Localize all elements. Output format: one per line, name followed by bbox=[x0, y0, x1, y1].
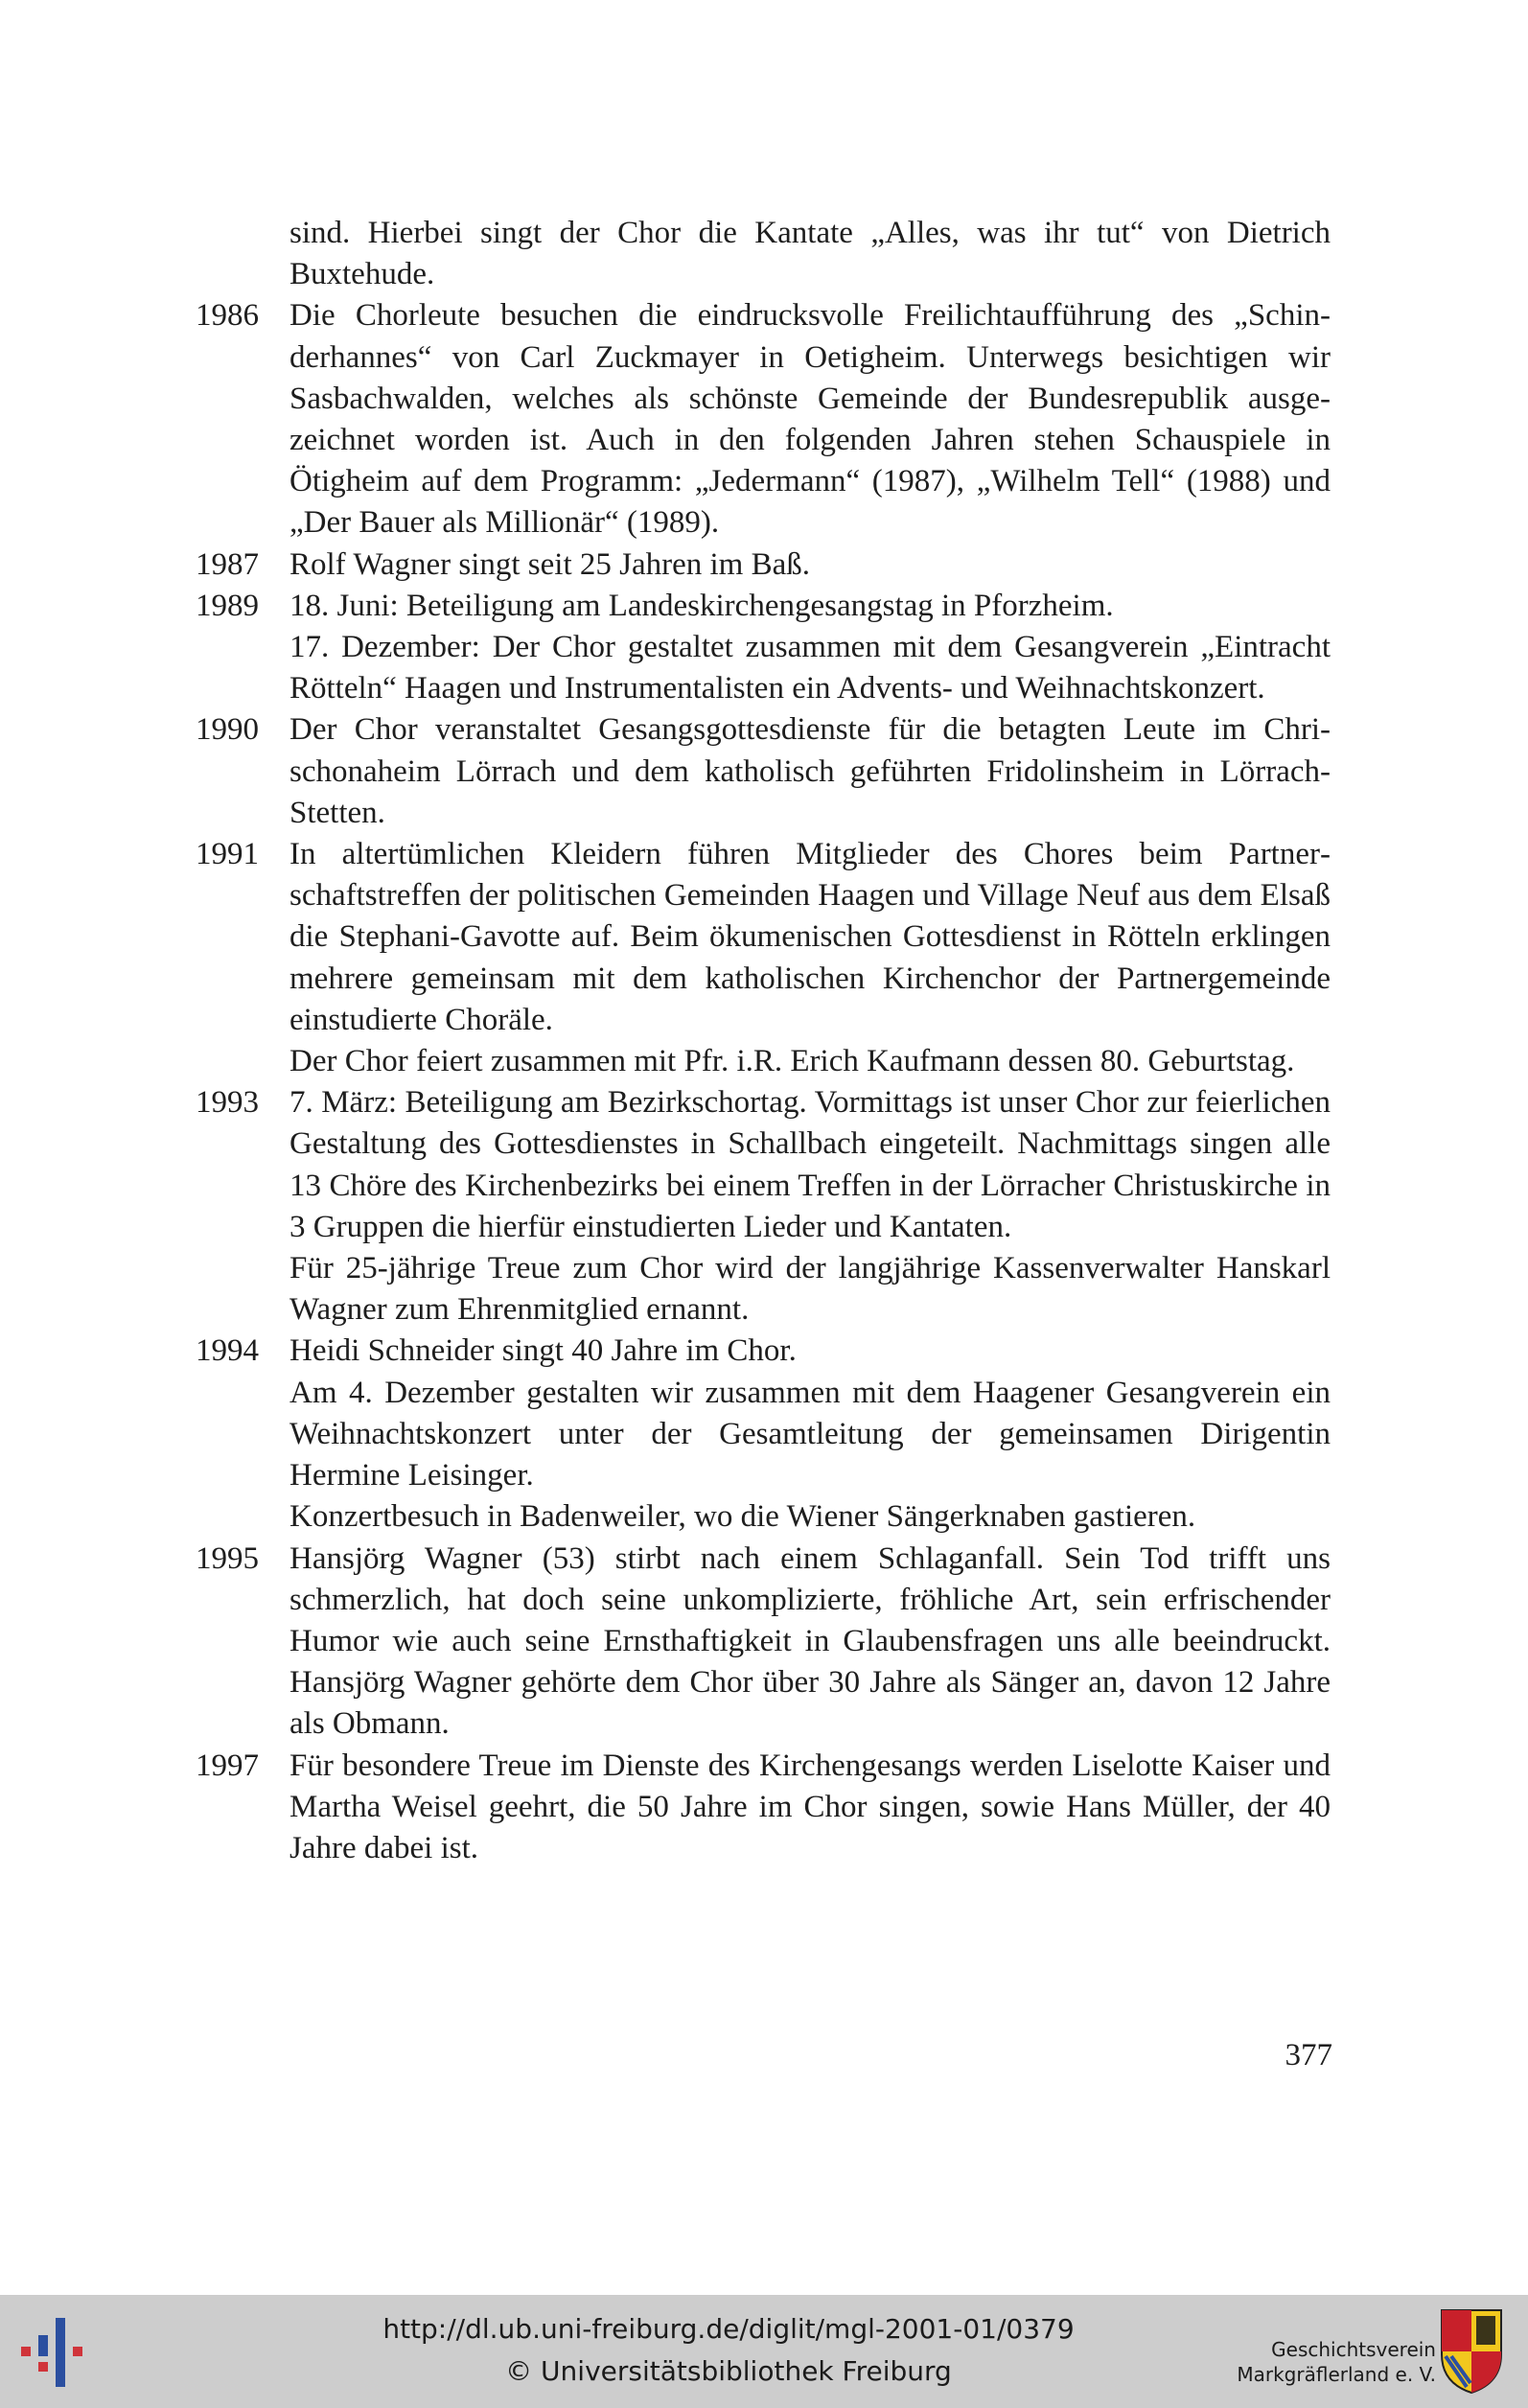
entry-year: 1997 bbox=[196, 1748, 259, 1783]
entry-paragraph: In altertümlichen Kleidern führen Mitglieder des Chores beim Partnerschaftstreffen der politischen Gemeinden Haagen und Village Neuf aus dem Elsaß die Stephani-Gavotte auf. Beim ökumenischen Gottesdienst in Rötteln erklingen mehrere gemeinsam mit dem katholischen Kirchenchor der Partnergemeinde einstudierte Choräle. bbox=[289, 837, 1331, 1037]
entry-paragraph: Konzertbesuch in Badenweiler, wo die Wiener Sängerknaben gastieren. bbox=[289, 1499, 1196, 1535]
entry-year: 1987 bbox=[196, 546, 259, 582]
entry-year: 1989 bbox=[196, 588, 259, 623]
entry-paragraph: 7. März: Beteiligung am Bezirkschortag. Vormittags ist unser Chor zur feierlichen Gestaltung des Gottesdienstes in Schallbach eingeteilt. Nachmittags singen alle 13 Chöre des Kirchenbezirks bei einem Treffen in der Lörracher Christuskirche in 3 Gruppen die hierfür einstudierten Lieder und Kantaten. bbox=[289, 1085, 1331, 1244]
chronicle-entry bbox=[0, 544, 1528, 586]
entry-paragraph: sind. Hierbei singt der Chor die Kantate „Alles, was ihr tut“ von Dietrich Buxtehude. bbox=[289, 216, 1331, 292]
entry-paragraph: Für 25-jährige Treue zum Chor wird der langjährige Kassenverwalter Hanskarl Wagner zum Ehrenmitglied ernannt. bbox=[289, 1251, 1331, 1328]
chronicle-entry bbox=[0, 586, 1528, 710]
entry-year: 1990 bbox=[196, 712, 259, 748]
viewer-footer bbox=[0, 2295, 1528, 2408]
chronicle-entry bbox=[0, 834, 1528, 1082]
entry-paragraph: Der Chor feiert zusammen mit Pfr. i.R. Erich Kaufmann dessen 80. Geburtstag. bbox=[289, 1044, 1295, 1079]
chronicle-entry bbox=[0, 1331, 1528, 1538]
chronicle-entry bbox=[0, 213, 1528, 295]
chronicle-entry bbox=[0, 709, 1528, 834]
society-line-2: Markgräflerland e. V. bbox=[1237, 2363, 1436, 2386]
page-number: 377 bbox=[1285, 2038, 1332, 2072]
chronicle-entry bbox=[0, 295, 1528, 544]
entry-paragraph: Am 4. Dezember gestalten wir zusammen mit dem Haagener Gesangverein ein Weihnachtskonzert unter der Gesamtleitung der gemeinsamen Dirigentin Hermine Leisinger. bbox=[289, 1375, 1331, 1493]
entry-paragraph: Rolf Wagner singt seit 25 Jahren im Baß. bbox=[289, 546, 810, 582]
entry-paragraph: Die Chorleute besuchen die eindrucksvolle Freilichtaufführung des „Schinderhannes“ von Carl Zuckmayer in Oetigheim. Unterwegs besichtigen wir Sasbachwalden, welches als schönste Gemeinde der Bundesrepublik ausgezeichnet worden ist. Auch in den folgenden Jahren stehen Schauspiele in Ötigheim auf dem Programm: „Jedermann“ (1987), „Wilhelm Tell“ (1988) und „Der Bauer als Millionär“ (1989). bbox=[289, 298, 1331, 541]
copyright-notice: © Universitätsbibliothek Freiburg bbox=[505, 2355, 952, 2387]
chronicle-entry bbox=[0, 1539, 1528, 1746]
chronicle-entry bbox=[0, 1082, 1528, 1331]
entry-paragraph: Für besondere Treue im Dienste des Kirchengesangs werden Liselotte Kaiser und Martha Weisel geehrt, die 50 Jahre im Chor singen, sowie Hans Müller, der 40 Jahre dabei ist. bbox=[289, 1748, 1331, 1865]
entry-year: 1993 bbox=[196, 1085, 259, 1121]
chronicle-text bbox=[0, 213, 1528, 1869]
entry-year: 1994 bbox=[196, 1333, 259, 1369]
source-url[interactable]: http://dl.ub.uni-freiburg.de/diglit/mgl-2001-01/0379 bbox=[382, 2313, 1075, 2345]
ub-freiburg-logo-icon bbox=[17, 2314, 104, 2391]
society-name bbox=[1219, 2337, 1436, 2387]
entry-year: 1986 bbox=[196, 298, 259, 334]
entry-paragraph: Heidi Schneider singt 40 Jahre im Chor. bbox=[289, 1333, 797, 1369]
coat-of-arms-icon bbox=[1438, 2306, 1505, 2396]
entry-year: 1995 bbox=[196, 1540, 259, 1576]
entry-paragraph: 18. Juni: Beteiligung am Landeskirchengesangstag in Pforzheim. bbox=[289, 588, 1114, 623]
entry-paragraph: Der Chor veranstaltet Gesangsgottesdienste für die betagten Leute im Chrischonaheim Lörrach und dem katholisch geführten Fridolinsheim in Lörrach-Stetten. bbox=[289, 712, 1331, 830]
entry-year: 1991 bbox=[196, 837, 259, 872]
entry-paragraph: 17. Dezember: Der Chor gestaltet zusammen mit dem Gesangverein „Eintracht Rötteln“ Haagen und Instrumentalisten ein Advents- und Weihnachtskonzert. bbox=[289, 630, 1331, 706]
entry-paragraph: Hansjörg Wagner (53) stirbt nach einem Schlaganfall. Sein Tod trifft uns schmerzlich, hat doch seine unkomplizierte, fröhliche Art, sein erfrischender Humor wie auch seine Ernsthaftigkeit in Glaubensfragen uns alle beeindruckt. Hansjörg Wagner gehörte dem Chor über 30 Jahre als Sänger an, davon 12 Jahre als Obmann. bbox=[289, 1540, 1331, 1742]
society-line-1: Geschichtsverein bbox=[1271, 2338, 1436, 2361]
chronicle-entry bbox=[0, 1746, 1528, 1870]
